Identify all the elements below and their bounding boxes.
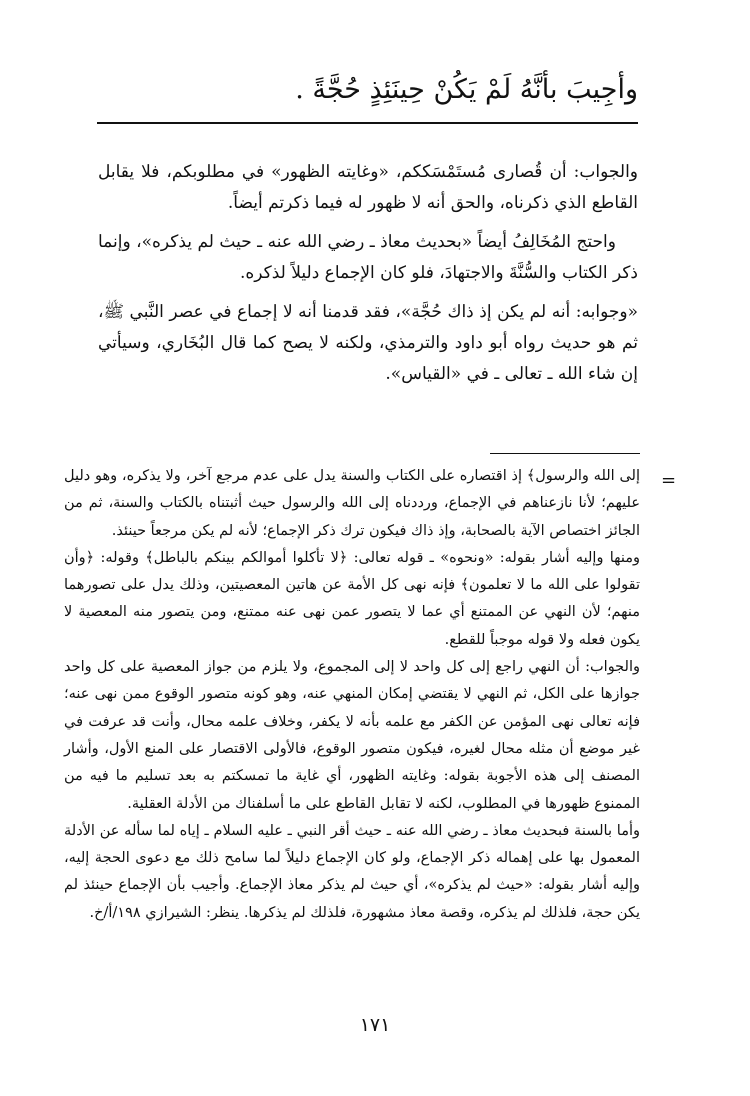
footnote-paragraph: إلى الله والرسول﴾ إذ اقتصاره على الكتاب والسنة يدل على عدم مرجع آخر، ولا يذكره، وهو دليل عليهم؛ لأنا نازعناهم في الإجماع، ورددناه إلى الله والرسول حيث أثبتناه بالكتاب والسنة، ثم من الجائز اختصاص الآية بالصحابة، وإذ ذاك فيكون ترك ذكر الإجماع؛ لأنه لم يكن مرجعاً حينئذ.: [64, 468, 640, 539]
footnote-paragraph: ومنها وإليه أشار بقوله: «ونحوه» ـ قوله تعالى: ﴿لا تأكلوا أموالكم بينكم بالباطل﴾ وقوله: ﴿وأن تقولوا على الله ما لا تعلمون﴾ فإنه نهى كل الأمة عن هاتين المعصيتين، وذلك يدل على تصورهما منهم؛ لأن النهي عن الممتنع أي عما لا يتصور عمن نهى عنه ممتنع، ومن يتصور منه المعصية لا يكون فعله ولا قوله موجباً للقطع.: [64, 549, 640, 648]
page-header-text: وأُجِيبَ بأَنَّهُ لَمْ يَكُنْ حِينَئِذٍ حُجَّةً .: [295, 74, 638, 105]
main-paragraph: والجواب: أن قُصارى مُستَمْسَككم، «وغايته الظهور» في مطلوبكم، فلا يقابل القاطع الذي ذكرناه، والحق أنه لا ظهور له فيما ذكرتم أيضاً.: [98, 162, 638, 213]
footnote-paragraph: والجواب: أن النهي راجع إلى كل واحد لا إلى المجموع، ولا يلزم من جواز المعصية على كل واحد جوازها على الكل، ثم النهي لا يقتضي إمكان المنهي عنه، وهو كونه متصور الوقوع ممن نهى عنه؛ فإنه تعالى نهى المؤمن عن الكفر مع علمه بأنه لا يكفر، وخلاف علمه محال، وأنت قد عرفت في غير موضع أن مثله محال لغيره، فيكون متصور الوقوع، فالأولى الاقتصار على المنع الأول، وأشار المصنف إلى هذه الأجوبة بقوله: وغايته الظهور، أي غاية ما تمسكتم به بعد تسليم ما فيه من الممنوع ظهورها في المطلوب، لكنه لا تقابل القاطع على ما أسلفناك من الأدلة العقلية.: [64, 659, 640, 812]
footnote-continuation-marker: =: [661, 470, 677, 491]
main-paragraph: واحتج المُخَالِفُ أيضاً «بحديث معاذ ـ رضي الله عنه ـ حيث لم يذكره»، وإنما ذكر الكتاب والسُّنَّةَ والاجتهادَ، فلو كان الإجماع دليلاً لذكره.: [98, 232, 638, 283]
header-divider: [97, 122, 638, 124]
main-paragraph: «وجوابه: أنه لم يكن إذ ذاك حُجَّة»، فقد قدمنا أنه لا إجماع في عصر النَّبي ﷺ، ثم هو حديث رواه أبو داود والترمذي، ولكنه لا يصح كما قال البُخَاري، وسيأتي إن شاء الله ـ تعالى ـ في «القياس».: [98, 302, 638, 384]
footnotes: [64, 463, 640, 927]
footnote-paragraph: وأما بالسنة فبحديث معاذ ـ رضي الله عنه ـ حيث أقر النبي ـ عليه السلام ـ إياه لما سأله عن الأدلة المعمول بها على إهماله ذكر الإجماع، ولو كان الإجماع دليلاً لما سامح ذلك مع دعوى الحجة إليه، وإليه أشار بقوله: «حيث لم يذكره»، أي حيث لم يذكر معاذ الإجماع. وأجيب بأن الإجماع حينئذ لم يكن حجة، فلذلك لم يذكره، وقصة معاذ مشهورة، فلذلك لم يذكرها. ينظر: الشيرازي ١٩٨/أ/خ.: [64, 822, 640, 921]
page-number: ١٧١: [359, 1014, 391, 1036]
footnote-divider: [490, 453, 640, 454]
main-text: [98, 157, 638, 398]
